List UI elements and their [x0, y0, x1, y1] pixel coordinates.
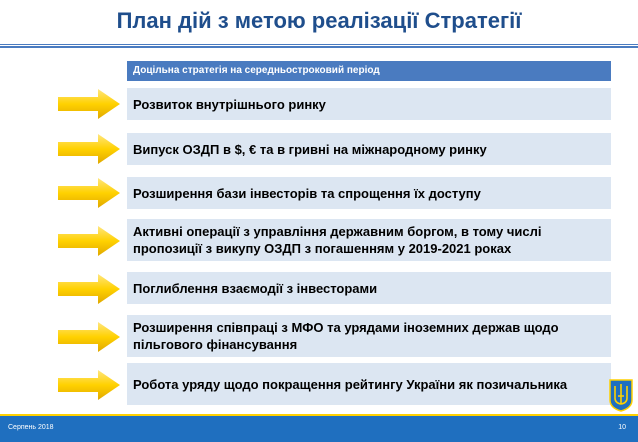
action-item-7: Робота уряду щодо покращення рейтингу України як позичальника	[127, 363, 611, 405]
right-arrow-icon	[58, 134, 120, 164]
action-item-4: Активні операції з управління державним боргом, в тому числі пропозиції з викупу ОЗДП з погашенням у 2019-2021 роках	[127, 219, 611, 261]
slide-title: План дій з метою реалізації Стратегії	[116, 8, 522, 33]
footer-date: Серпень 2018	[8, 424, 54, 431]
action-item-6: Розширення співпраці з МФО та урядами іноземних держав щодо пільгового фінансування	[127, 315, 611, 357]
action-item-3: Розширення бази інвесторів та спрощення їх доступу	[127, 177, 611, 209]
right-arrow-icon	[58, 322, 120, 352]
trident-emblem-icon	[608, 378, 634, 412]
right-arrow-icon	[58, 89, 120, 119]
footer-band	[0, 414, 638, 442]
title-divider	[0, 44, 638, 48]
action-item-1: Розвиток внутрішнього ринку	[127, 88, 611, 120]
action-item-5: Поглиблення взаємодії з інвесторами	[127, 272, 611, 304]
right-arrow-icon	[58, 274, 120, 304]
page-number: 10	[618, 424, 626, 431]
right-arrow-icon	[58, 178, 120, 208]
section-header: Доцільна стратегія на середньостроковий період	[127, 61, 611, 81]
right-arrow-icon	[58, 226, 120, 256]
action-item-2: Випуск ОЗДП в $, € та в гривні на міжнародному ринку	[127, 133, 611, 165]
right-arrow-icon	[58, 370, 120, 400]
